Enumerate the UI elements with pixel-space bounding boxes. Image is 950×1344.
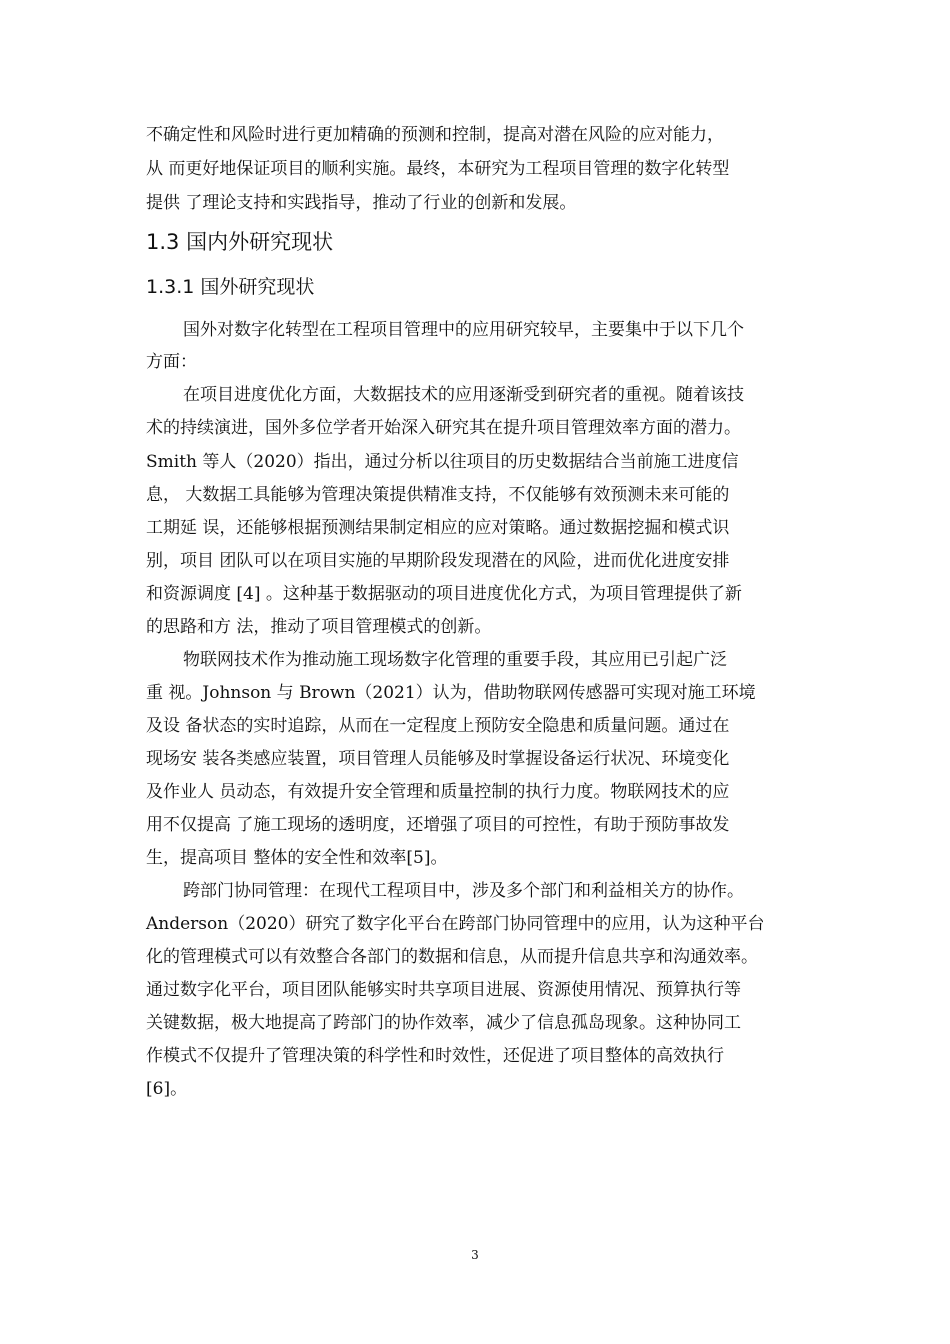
intro-line-1: 不确定性和风险时进行更加精确的预测和控制，提高对潜在风险的应对能力， [146, 125, 724, 145]
paragraph-2-line-3: Smith 等人（2020）指出，通过分析以往项目的历史数据结合当前施工进度信 [146, 452, 739, 472]
paragraph-3-line-5: 及作业人 员动态，有效提升安全管理和质量控制的执行力度。物联网技术的应 [146, 782, 730, 802]
paragraph-2-line-6: 别，项目 团队可以在项目实施的早期阶段发现潜在的风险，进而优化进度安排 [146, 551, 730, 571]
paragraph-3-line-4: 现场安 装各类感应装置，项目管理人员能够及时掌握设备运行状况、环境变化 [146, 749, 730, 769]
paragraph-2-line-4: 息， 大数据工具能够为管理决策提供精准支持，不仅能够有效预测未来可能的 [146, 485, 730, 505]
paragraph-2-line-5: 工期延 误，还能够根据预测结果制定相应的应对策略。通过数据挖掘和模式识 [146, 518, 730, 538]
paragraph-3-line-3: 及设 备状态的实时追踪，从而在一定程度上预防安全隐患和质量问题。通过在 [146, 716, 730, 736]
paragraph-4-line-5: 关键数据，极大地提高了跨部门的协作效率，减少了信息孤岛现象。这种协同工 [146, 1013, 741, 1033]
paragraph-1-line-2: 方面： [146, 352, 197, 372]
paragraph-4-line-3: 化的管理模式可以有效整合各部门的数据和信息，从而提升信息共享和沟通效率。 [146, 947, 758, 967]
paragraph-2-line-2: 术的持续演进，国外多位学者开始深入研究其在提升项目管理效率方面的潜力。 [146, 418, 741, 438]
paragraph-4-line-2: Anderson（2020）研究了数字化平台在跨部门协同管理中的应用，认为这种平台 [146, 914, 765, 934]
section-heading: 1.3 国内外研究现状 [146, 230, 334, 254]
paragraph-2-line-1: 在项目进度优化方面，大数据技术的应用逐渐受到研究者的重视。随着该技 [183, 385, 744, 405]
paragraph-4-line-6: 作模式不仅提升了管理决策的科学性和时效性，还促进了项目整体的高效执行 [146, 1046, 724, 1066]
intro-line-3: 提供 了理论支持和实践指导，推动了行业的创新和发展。 [146, 193, 577, 213]
paragraph-2-line-8: 的思路和方 法，推动了项目管理模式的创新。 [146, 617, 492, 637]
paragraph-3-line-7: 生，提高项目 整体的安全性和效率[5]。 [146, 848, 448, 868]
paragraph-2-line-7: 和资源调度 [4] 。这种基于数据驱动的项目进度优化方式，为项目管理提供了新 [146, 584, 742, 604]
paragraph-1-line-1: 国外对数字化转型在工程项目管理中的应用研究较早，主要集中于以下几个 [183, 320, 744, 340]
page-number: 3 [471, 1248, 479, 1262]
paragraph-4-line-4: 通过数字化平台，项目团队能够实时共享项目进展、资源使用情况、预算执行等 [146, 980, 741, 1000]
subsection-heading: 1.3.1 国外研究现状 [146, 276, 315, 298]
paragraph-3-line-6: 用不仅提高 了施工现场的透明度，还增强了项目的可控性，有助于预防事故发 [146, 815, 730, 835]
paragraph-4-line-7: [6]。 [146, 1079, 188, 1099]
paragraph-3-line-1: 物联网技术作为推动施工现场数字化管理的重要手段，其应用已引起广泛 [183, 650, 727, 670]
paragraph-4-line-1: 跨部门协同管理：在现代工程项目中，涉及多个部门和利益相关方的协作。 [183, 881, 744, 901]
paragraph-3-line-2: 重 视。Johnson 与 Brown（2021）认为，借助物联网传感器可实现对施工环境 [146, 683, 756, 703]
intro-line-2: 从 而更好地保证项目的顺利实施。最终，本研究为工程项目管理的数字化转型 [146, 159, 730, 179]
